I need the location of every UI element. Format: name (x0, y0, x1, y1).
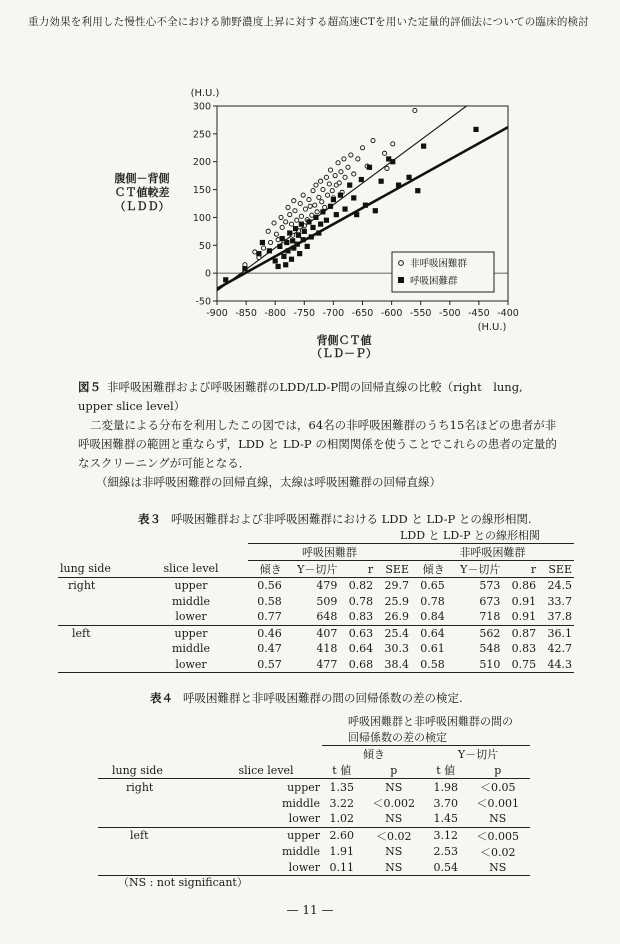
non-dyspnea-point (314, 183, 318, 187)
table3-col-header: lung side (58, 561, 134, 578)
table4-cell (98, 795, 210, 811)
table3-cell: 0.91 (511, 594, 537, 608)
dyspnea-point (223, 277, 228, 282)
dyspnea-point (309, 234, 314, 239)
table4-caption (150, 690, 463, 706)
table3-cell: upper (174, 579, 208, 593)
non-dyspnea-point (323, 205, 327, 209)
non-dyspnea-point (330, 189, 334, 193)
table4-group1: 傾き (362, 748, 385, 761)
table3-cell: 0.75 (502, 657, 538, 673)
table4-cell (98, 811, 210, 827)
dyspnea-point (280, 236, 285, 241)
non-dyspnea-point (328, 168, 332, 172)
table4-cell: 0.11 (322, 860, 362, 876)
non-dyspnea-point (349, 153, 353, 157)
dyspnea-point (316, 230, 321, 235)
dyspnea-point (302, 229, 307, 234)
table3-cell: 0.58 (411, 657, 447, 673)
non-dyspnea-point (266, 229, 270, 233)
x-tick-label: -800 (264, 308, 286, 319)
table3-cell: lower (175, 610, 207, 624)
table4-cell: NS (489, 812, 507, 826)
non-dyspnea-point (274, 232, 278, 236)
dyspnea-point (296, 233, 301, 238)
table4-cell: NS (385, 812, 403, 826)
table4-label: 表４ (150, 691, 173, 705)
table-row (58, 578, 574, 594)
table4-cell: ＜0.005 (465, 827, 530, 844)
table4 (98, 713, 530, 876)
dyspnea-point (334, 212, 339, 217)
table3-cell: 0.47 (257, 642, 282, 656)
table4-supertitle-line1: 呼吸困難群と非呼吸困難群の間の (348, 715, 513, 728)
y-tick-label: 250 (192, 129, 211, 141)
table3-cell: left (58, 625, 134, 641)
table4-cell: left (98, 827, 210, 844)
x-tick-label: -650 (351, 308, 374, 319)
table4-cell: NS (362, 860, 426, 876)
table3-group1: 呼吸困難群 (248, 544, 411, 561)
dyspnea-point (293, 226, 298, 231)
non-dyspnea-point (310, 213, 314, 217)
non-dyspnea-point (352, 172, 356, 176)
y-tick-label: 50 (198, 240, 211, 252)
legend-label: 呼吸困難群 (410, 276, 458, 287)
y-axis-label: 腹側－背側 (114, 172, 170, 185)
dyspnea-point (256, 251, 261, 256)
non-dyspnea-point (321, 187, 325, 191)
x-tick-label: -700 (322, 308, 345, 319)
dyspnea-point (367, 165, 372, 170)
dyspnea-point (318, 222, 323, 227)
non-dyspnea-point (284, 220, 288, 224)
dyspnea-point (281, 254, 286, 259)
table-row (98, 827, 530, 844)
table3-col-header: Y－切片 (447, 561, 503, 578)
table3-col-header: SEE (375, 561, 411, 578)
non-dyspnea-point (311, 189, 315, 193)
x-axis-label: 背側ＣＴ値 (316, 334, 372, 347)
dyspnea-point (363, 203, 368, 208)
table4-cell: lower (210, 860, 322, 876)
table3-cell: 36.1 (538, 625, 574, 641)
y-tick-label: 150 (192, 185, 211, 197)
table3-cell: 562 (447, 625, 503, 641)
table-row (98, 795, 530, 811)
table3-cell: 24.5 (547, 579, 572, 593)
non-dyspnea-point (413, 108, 417, 112)
table4-group2: Y－切片 (457, 748, 499, 761)
dyspnea-point (390, 159, 395, 164)
page-number: — 11 — (286, 903, 334, 917)
dyspnea-point (287, 230, 292, 235)
table3-cell: 0.56 (257, 579, 282, 593)
table3-group2: 非呼吸困難群 (411, 544, 574, 561)
table4-cell (98, 844, 210, 860)
dyspnea-point (421, 144, 426, 149)
table4-cell: right (126, 780, 154, 794)
non-dyspnea-point (315, 210, 319, 214)
table-row (58, 657, 574, 673)
legend-marker-circle (399, 261, 404, 266)
table3-cell: 44.3 (538, 657, 574, 673)
x-tick-label: -750 (293, 308, 316, 319)
dyspnea-point (320, 209, 325, 214)
dyspnea-point (277, 244, 282, 249)
dyspnea-point (297, 251, 302, 256)
table3-cell: 25.4 (375, 625, 411, 641)
table3-cell: 510 (447, 657, 503, 673)
table3-cell: 0.64 (411, 625, 447, 641)
non-dyspnea-point (346, 165, 350, 169)
table4-cell: 1.45 (433, 812, 458, 826)
table3-col-header: SEE (538, 561, 574, 578)
non-dyspnea-point (343, 175, 347, 179)
dyspnea-point (373, 208, 378, 213)
table4-cell: ＜0.001 (476, 797, 519, 810)
table4-supertitle-line2: 回帰係数の差の検定 (322, 729, 530, 746)
table3-col-header: 傾き (248, 561, 284, 578)
table3-cell: 477 (284, 657, 340, 673)
dyspnea-point (359, 177, 364, 182)
non-dyspnea-point (301, 193, 305, 197)
table3-cell: 0.83 (348, 610, 374, 624)
table4-cell: ＜0.05 (479, 781, 516, 794)
table3-cell: 573 (479, 579, 501, 593)
legend-marker-square (398, 277, 404, 283)
table3-col-header: 傾き (411, 561, 447, 578)
table3-caption (138, 511, 532, 527)
table4-col-header: p (362, 762, 426, 779)
table4-col-header: t 値 (322, 762, 362, 779)
y-tick-label: -50 (195, 296, 211, 308)
dyspnea-point (299, 222, 304, 227)
table3-cell: 0.58 (257, 594, 282, 608)
table4-footnote: （NS : not significant） (118, 876, 248, 889)
y-tick-label: 0 (204, 268, 211, 280)
non-dyspnea-point (391, 142, 395, 146)
table4-cell: ＜0.02 (479, 845, 516, 859)
x-tick-label: -500 (439, 308, 461, 319)
table3-cell: 0.87 (502, 625, 538, 641)
non-dyspnea-point (318, 179, 322, 183)
dyspnea-point (301, 237, 306, 242)
y-tick-label: 100 (192, 212, 211, 224)
table-row (58, 641, 574, 657)
table4-cell: middle (281, 845, 320, 858)
table3-cell (58, 657, 134, 673)
non-dyspnea-point (342, 157, 346, 161)
x-tick-label: -450 (468, 308, 490, 319)
table3-cell: 33.7 (547, 594, 572, 608)
table4-cell: 3.12 (426, 827, 466, 844)
table3-cell: upper (134, 625, 248, 641)
x-axis-label: （ＬＤ－Ｐ） (311, 347, 377, 360)
non-dyspnea-point (261, 246, 265, 250)
non-dyspnea-point (336, 161, 340, 165)
non-dyspnea-point (356, 157, 360, 161)
table-row (58, 625, 574, 641)
y-tick-label: 200 (192, 157, 211, 169)
non-dyspnea-point (313, 203, 317, 207)
table3-cell: right (68, 579, 96, 593)
table3-col-header: r (502, 561, 538, 578)
dyspnea-point (324, 218, 329, 223)
dyspnea-point (276, 264, 281, 269)
table3-cell: 718 (479, 610, 501, 624)
table3-cell: 0.78 (348, 594, 374, 608)
table3-cell: 0.46 (248, 625, 284, 641)
dyspnea-point (285, 248, 290, 253)
dyspnea-point (338, 193, 343, 198)
non-dyspnea-point (308, 204, 312, 208)
table3-cell: 418 (316, 642, 338, 656)
dyspnea-point (267, 248, 272, 253)
table3-cell: 673 (479, 594, 501, 608)
table3-cell: 479 (316, 579, 338, 593)
figure-title: 非呼吸困難群および呼吸困難群のLDD/LD-P間の回帰直線の比較（right lung, upper slice level） (78, 380, 523, 413)
table4-title: 呼吸困難群と非呼吸困難群の間の回帰係数の差の検定. (183, 691, 463, 705)
table3-cell: 26.9 (384, 610, 409, 624)
table4-cell: 3.70 (433, 796, 458, 810)
x-tick-label: -850 (235, 308, 257, 319)
table3-cell: 42.7 (547, 642, 572, 656)
non-dyspnea-point (385, 166, 389, 170)
dyspnea-point (473, 127, 478, 132)
table3-title: 呼吸困難群および非呼吸困難群における LDD と LD-P との線形相関. (171, 512, 532, 526)
table3-cell: 25.9 (384, 594, 409, 608)
x-unit: (H.U.) (477, 322, 507, 333)
dyspnea-point (351, 195, 356, 200)
table-row (58, 609, 574, 625)
table3-cell: 30.3 (384, 642, 409, 656)
dyspnea-point (242, 266, 247, 271)
table3-cell: 0.64 (348, 642, 374, 656)
dyspnea-point (283, 262, 288, 267)
x-tick-label: -400 (497, 308, 519, 319)
non-dyspnea-point (320, 200, 324, 204)
figure-paragraph: 二変量による分布を利用したこの図では，64名の非呼吸困難群のうち15名ほどの患者が非呼吸困難群の範囲と重ならず，LDD と LD-P の相関関係を使うことでこれらの患者の定量的なスクリーニングが可能となる． (78, 418, 557, 470)
table4-cell: ＜0.02 (362, 827, 426, 844)
dyspnea-point (342, 206, 347, 211)
table3-cell: 407 (284, 625, 340, 641)
table3-cell: 548 (479, 642, 501, 656)
table-row (98, 779, 530, 796)
table4-cell: 2.53 (433, 845, 458, 858)
table4-cell: 1.98 (433, 780, 458, 794)
dyspnea-point (406, 175, 411, 180)
dyspnea-point (260, 240, 265, 245)
legend-label: 非呼吸困難群 (410, 258, 468, 270)
non-dyspnea-point (288, 213, 292, 217)
table3-cell: 0.78 (420, 594, 445, 608)
table3-cell: 0.63 (339, 625, 375, 641)
table-row (98, 811, 530, 827)
dyspnea-point (284, 240, 289, 245)
dyspnea-point (313, 215, 318, 220)
non-dyspnea-point (339, 170, 343, 174)
table3-col-header: r (339, 561, 375, 578)
non-dyspnea-point (298, 201, 302, 205)
table3-cell: lower (134, 657, 248, 673)
non-dyspnea-point (317, 195, 321, 199)
dyspnea-point (273, 258, 278, 263)
table4-cell: 3.22 (329, 796, 354, 810)
table4-col-header: t 値 (426, 762, 466, 779)
dyspnea-point (328, 204, 333, 209)
non-dyspnea-point (325, 193, 329, 197)
non-dyspnea-point (327, 182, 331, 186)
dyspnea-point (290, 238, 295, 243)
table4-cell: 1.91 (329, 845, 354, 858)
table4-cell: upper (210, 827, 322, 844)
table4-cell: middle (281, 796, 320, 810)
x-tick-label: -600 (380, 308, 403, 319)
table3-cell: 0.82 (348, 579, 374, 593)
table3-supertitle: LDD と LD-P との線形相関 (248, 527, 574, 544)
y-axis-label: ＣＴ値較差 (114, 186, 170, 199)
non-dyspnea-point (333, 174, 337, 178)
table4-col-header: lung side (98, 762, 210, 779)
non-dyspnea-point (272, 221, 276, 225)
table4-cell: ＜0.002 (372, 797, 415, 810)
table3-col-header: Y－切片 (284, 561, 340, 578)
non-dyspnea-point (324, 175, 328, 179)
non-dyspnea-point (295, 218, 299, 222)
table4-cell: NS (385, 845, 403, 858)
table4-col-header: slice level (210, 762, 322, 779)
figure-caption (78, 378, 558, 492)
non-dyspnea-point (360, 146, 364, 150)
dyspnea-point (379, 179, 384, 184)
y-unit: (H.U.) (190, 88, 220, 99)
table3-cell: 0.61 (420, 642, 445, 656)
table3-cell: middle (171, 594, 211, 608)
scatter-plot (0, 0, 620, 375)
non-dyspnea-point (292, 199, 296, 203)
dyspnea-point (331, 197, 336, 202)
non-dyspnea-point (371, 138, 375, 142)
dyspnea-point (306, 219, 311, 224)
table-row (58, 594, 574, 610)
dyspnea-point (396, 183, 401, 188)
y-tick-label: 300 (192, 101, 211, 113)
table4-cell: 1.02 (329, 812, 354, 826)
non-dyspnea-point (280, 225, 284, 229)
table3-cell (58, 609, 134, 625)
figure-note: （細線は非呼吸困難群の回帰直線，太線は呼吸困難群の回帰直線） (96, 475, 441, 489)
table3-col-header: slice level (134, 561, 248, 578)
table4-cell: lower (288, 812, 320, 826)
table3-cell: 0.84 (420, 610, 445, 624)
table3-cell: 38.4 (375, 657, 411, 673)
table3-cell (58, 641, 134, 657)
non-dyspnea-point (279, 215, 283, 219)
table3-label: 表３ (138, 512, 161, 526)
table3-cell (58, 594, 134, 610)
dyspnea-point (354, 212, 359, 217)
non-dyspnea-point (286, 205, 290, 209)
non-dyspnea-point (268, 240, 272, 244)
table3-cell: 0.91 (511, 610, 537, 624)
x-tick-label: -900 (206, 308, 228, 319)
table4-cell: 2.60 (322, 827, 362, 844)
non-dyspnea-point (293, 209, 297, 213)
table3-cell: 37.8 (547, 610, 572, 624)
non-dyspnea-point (276, 238, 280, 242)
non-dyspnea-point (303, 207, 307, 211)
non-dyspnea-point (253, 250, 257, 254)
dyspnea-point (305, 244, 310, 249)
dyspnea-point (415, 188, 420, 193)
table3-cell: 0.65 (420, 579, 445, 593)
dyspnea-point (295, 242, 300, 247)
running-header: 重力効果を利用した慢性心不全における肺野濃度上昇に対する超高速CTを用いた定量的評価法についての臨床的検討 (28, 16, 589, 28)
dyspnea-point (289, 257, 294, 262)
non-dyspnea-point (299, 214, 303, 218)
x-tick-label: -550 (409, 308, 432, 319)
table4-cell: 1.35 (329, 780, 354, 794)
table3-cell: 0.57 (248, 657, 284, 673)
table4-cell: NS (465, 860, 530, 876)
table3-cell: 29.7 (384, 579, 409, 593)
non-dyspnea-point (337, 181, 341, 185)
table3-cell: 0.68 (339, 657, 375, 673)
table-row (98, 844, 530, 860)
table4-col-header: p (465, 762, 530, 779)
table4-cell: 0.54 (426, 860, 466, 876)
y-axis-label: （ＬＤＤ） (114, 200, 170, 213)
dyspnea-point (310, 225, 315, 230)
table3-cell: 648 (316, 610, 338, 624)
dyspnea-point (347, 183, 352, 188)
figure-label: 図５ (78, 380, 101, 394)
table3 (58, 527, 574, 673)
non-dyspnea-point (289, 222, 293, 226)
table3-cell: 509 (316, 594, 338, 608)
table4-cell: NS (385, 780, 403, 794)
table3-cell: 0.86 (511, 579, 537, 593)
non-dyspnea-point (383, 151, 387, 155)
table3-cell: 0.77 (257, 610, 282, 624)
table4-cell: upper (287, 780, 320, 794)
table3-cell: 0.83 (511, 642, 537, 656)
non-dyspnea-point (307, 198, 311, 202)
table3-cell: middle (171, 642, 211, 656)
